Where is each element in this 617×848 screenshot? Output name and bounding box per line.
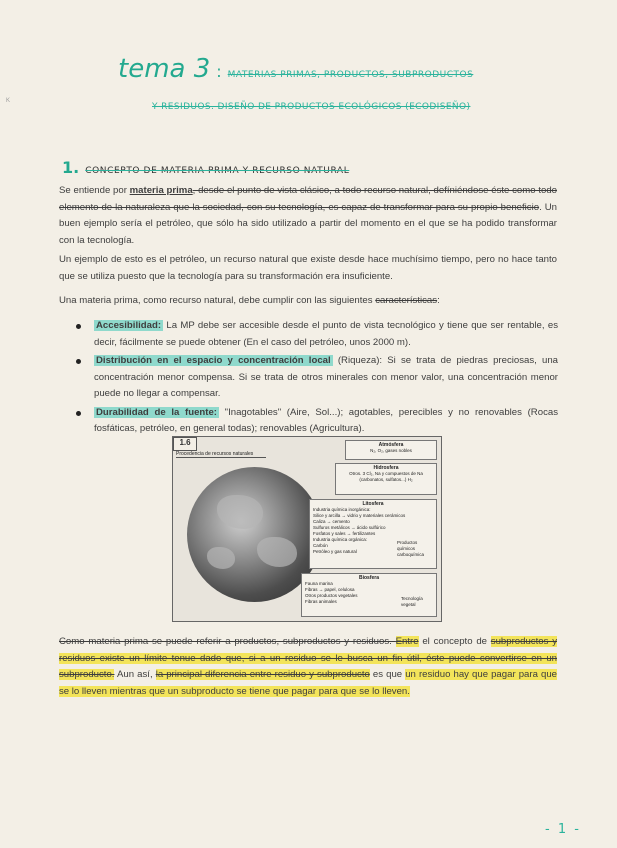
globe-landmass [257,537,297,567]
para1-after: . Un buen ejemplo sería el petróleo, que sólo ha sido utilizado a partir del momento en el que se ha podido transformar con la tecnología. [59,201,557,246]
para1-mid: , desde el punto de vista clásico, a todo recurso natural, defíniéndose éste como todo elemento de la naturaleza que la sociedad, con su tecnología, es capaz de transformar para su propio beneficio [59,185,557,213]
para1-before: Se entiende por [59,185,130,196]
paragraph-residues [59,634,557,700]
para3-text: Una materia prima, como recurso natural, debe cumplir con las siguientes [59,295,376,306]
figure-badge: 1.6 [173,437,197,451]
biosphere-box [301,573,437,617]
list-item [74,318,558,351]
atmosphere-text: N₂, O₂, gases nobles [370,448,412,453]
para3-end: : [437,295,440,306]
characteristics-list [74,318,558,440]
para4-s3: el concepto de [418,636,491,647]
para3-emphasis: características [375,295,438,306]
para4-s4: subproductos y residuos existe un límite tenue dado que, si a un residuo se le busca un fin útil, éste puede convertirse en un subproducto. [59,636,557,680]
lithosphere-line: Petróleo y gas natural [313,549,357,554]
lithosphere-line: Fosfatos y sales → fertilizantes [313,531,376,536]
bullet-text: "Inagotables" (Aire, Sol...); agotables, perecibles y no renovables (Rocas fosfáticas, petróleo, en general todas); renovables (Agricultura). [94,406,558,434]
section-title: CONCEPTO DE MATERIA PRIMA Y RECURSO NATURAL [85,166,350,176]
atmosphere-title: Atmósfera [378,442,404,448]
lithosphere-line: Carbón [313,543,328,548]
title-line-1: MATERIAS PRIMAS, PRODUCTOS, SUBPRODUCTOS [227,70,474,80]
section-number: 1. [62,158,80,177]
lithosphere-line: Sulfuros metálicos → ácido sulfúrico [313,525,386,530]
hydrosphere-text: Otros. 3 Cl₂, Na y compuestos de Na (carbonatos, sulfatos...) H₂ [349,471,423,482]
bullet-term: Durabilidad de la fuente: [96,406,217,418]
bullet-term: Accesibilidad: [96,320,162,331]
para4-s5: Aun así, [114,669,156,680]
list-item [74,353,558,403]
hydrosphere-title: Hidrosfera [373,465,399,471]
biosphere-line: Otros productos vegetales [305,593,358,598]
section-heading [62,158,502,177]
title-line-2: Y RESIDUOS. DISEÑO DE PRODUCTOS ECOLÓGICOS (ECODISEÑO) [152,102,471,112]
paragraph-definition [59,183,557,249]
hydrosphere-box [335,463,437,495]
bullet-term: Distribución en el espacio y concentración local [96,355,331,366]
bullet-text: (Riqueza): Si se trata de piedras preciosas, una concentración menor compensa. Si se trata de otros minerales con menor valor, una concentración menor puede no llegar a compensar. [94,355,558,399]
lithosphere-line: Industria química orgánica: [313,537,368,542]
biosphere-line: Fibras animales [305,599,337,604]
tema-separator: : [216,62,222,81]
paragraph-characteristics [59,293,557,310]
lithosphere-line: Industria química inorgánica: [313,507,371,512]
tema-label: tema 3 [118,54,211,84]
para1-term: materia prima [129,185,193,196]
biosphere-title: Biosfera [358,575,379,581]
globe-landmass [207,547,235,569]
list-item [74,405,558,438]
lithosphere-title: Litosfera [362,501,384,507]
para4-s2: Entre [395,636,419,647]
biosphere-side-note: Tecnología vegetal [401,596,423,607]
para4-s6: la principal diferencia entre residuo y subproducto [155,669,370,680]
resources-figure [172,436,442,622]
lithosphere-side-note: Productos químicos carboquímica [397,540,425,557]
lithosphere-line: Silice y arcilla → vidrio y materiales cerámicos [313,513,406,518]
atmosphere-box [345,440,437,460]
para4-s7: es que [369,669,406,680]
biosphere-line: Fibras → papel, celulosa [305,587,355,592]
para4-s1: Como materia prima se puede referir a productos, subproductos y residuos. [59,636,396,647]
bullet-text: La MP debe ser accesible desde el punto de vista tecnológico y tiene que ser rentable, es decir, fácilmente se puede obtener (En el caso del petróleo, unos 2000 m). [94,320,558,348]
margin-mark: K [6,98,11,104]
page-title [118,54,498,84]
figure-title: Procedencia de recursos naturales [176,451,266,458]
page-number: - 1 - [545,822,581,837]
globe-landmass [217,495,263,529]
lithosphere-line: Caliza → cemento [313,519,350,524]
biosphere-line: Fauna marina [305,581,333,586]
paragraph-example: Un ejemplo de esto es el petróleo, un recurso natural que existe desde hace muchísimo tiempo, pero no hace tanto que se utiliza puesto que la tecnología para su transformación era insuficiente. [59,254,557,282]
para4-s8: un residuo hay que pagar para que se lo lleven mientras que un subproducto se tiene que pagar para que se lo lleven. [59,669,557,697]
lithosphere-box [309,499,437,569]
